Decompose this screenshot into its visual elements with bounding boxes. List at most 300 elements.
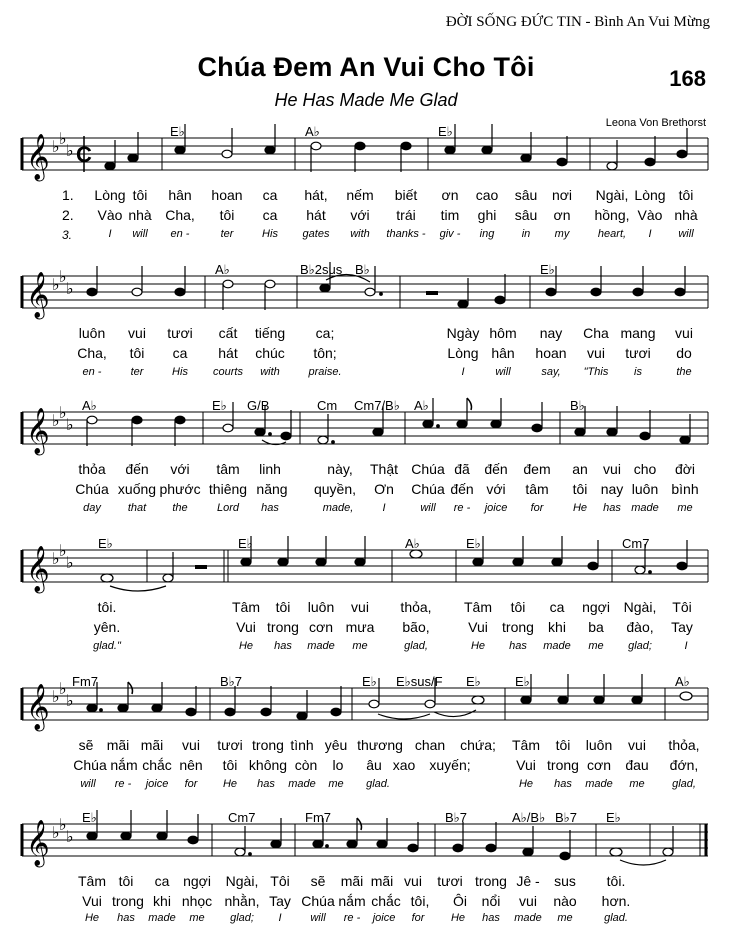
lyric-line-english	[0, 778, 732, 796]
half-rest-icon	[195, 565, 207, 569]
svg-text:♭: ♭	[52, 139, 60, 156]
syllable: Chúa	[301, 893, 335, 909]
syllable: ca	[549, 599, 565, 615]
syllable: đem	[523, 461, 551, 477]
syllable: tươi	[625, 345, 651, 361]
syllable: tôi	[275, 599, 291, 615]
syllable: will	[495, 366, 511, 378]
syllable: Lord	[216, 502, 240, 514]
svg-text:♭: ♭	[59, 543, 67, 560]
syllable: với	[350, 207, 370, 223]
syllable: với	[170, 461, 190, 477]
syllable: Ngài,	[623, 599, 657, 615]
syllable: mưa	[345, 619, 375, 635]
syllable: không	[248, 757, 288, 773]
svg-text:♭: ♭	[66, 143, 74, 160]
chord: E♭	[540, 262, 555, 277]
chord: A♭	[82, 398, 97, 413]
syllable: hát	[218, 345, 238, 361]
chord: A♭	[414, 398, 429, 413]
syllable: I	[648, 228, 652, 240]
syllable: gates	[302, 228, 330, 240]
syllable: He	[518, 778, 534, 790]
syllable: hoan	[535, 345, 567, 361]
syllable: đến	[125, 461, 149, 477]
svg-text:♭: ♭	[52, 277, 60, 294]
lyric-line-verse1	[0, 325, 732, 343]
syllable: tôi	[555, 737, 571, 753]
syllable: me	[189, 912, 205, 924]
treble-clef-icon: 𝄞	[26, 546, 50, 592]
syllable: sus	[554, 873, 576, 889]
song-subtitle: He Has Made Me Glad	[274, 90, 458, 110]
syllable: joice	[145, 778, 169, 790]
syllable: made	[585, 778, 613, 790]
syllable: Lòng	[447, 345, 479, 361]
syllable: has	[509, 640, 527, 652]
syllable: vui	[128, 325, 146, 341]
syllable: tôi	[132, 187, 148, 203]
svg-text:♭: ♭	[66, 281, 74, 298]
syllable: He	[470, 640, 486, 652]
syllable: do	[676, 345, 692, 361]
syllable: ngợi	[582, 599, 610, 615]
syllable: Tay	[671, 619, 693, 635]
syllable: glad;	[230, 912, 254, 924]
lyric-line-verse2	[0, 481, 732, 499]
music-system-4	[0, 534, 732, 654]
syllable: ca;	[315, 325, 335, 341]
syllable: tôi	[129, 345, 145, 361]
chord: G/B	[247, 398, 270, 413]
treble-clef-icon: 𝄞	[26, 408, 50, 454]
svg-text:♭: ♭	[52, 413, 60, 430]
syllable: tiếng	[254, 325, 286, 341]
verse-number: 1.	[62, 187, 74, 203]
syllable: Vui	[468, 619, 488, 635]
syllable: made	[148, 912, 176, 924]
lyric-line-verse1	[0, 187, 732, 205]
syllable: thiêng	[208, 481, 248, 497]
syllable: en -	[170, 228, 190, 240]
syllable: has	[603, 502, 621, 514]
syllable: Chúa	[411, 481, 445, 497]
chord: E♭	[466, 536, 481, 551]
syllable: glad,	[404, 640, 428, 652]
syllable: glad.	[366, 778, 390, 790]
chord: E♭	[98, 536, 113, 551]
syllable: nhà	[674, 207, 698, 223]
syllable: tươi	[437, 873, 463, 889]
syllable: đau	[625, 757, 649, 773]
chord: A♭	[215, 262, 230, 277]
syllable: Chúa	[73, 757, 107, 773]
syllable: ba	[588, 619, 604, 635]
syllable: is	[634, 366, 642, 378]
treble-clef-icon: 𝄞	[26, 134, 50, 180]
syllable: đến	[484, 461, 508, 477]
syllable: re -	[343, 912, 361, 924]
chord: E♭	[82, 810, 97, 825]
syllable: Vào	[637, 207, 663, 223]
composer: Leona Von Brethorst	[605, 117, 706, 129]
syllable: cho	[633, 461, 657, 477]
syllable: made	[288, 778, 316, 790]
syllable: me	[677, 502, 693, 514]
syllable: sâu	[514, 207, 538, 223]
syllable: Ngài,	[595, 187, 629, 203]
syllable: trong	[502, 619, 534, 635]
svg-text:♭: ♭	[59, 681, 67, 698]
syllable: chứa;	[460, 737, 496, 753]
syllable: made	[631, 502, 659, 514]
music-system-5	[0, 672, 732, 792]
syllable: I	[108, 228, 112, 240]
syllable: trong	[547, 757, 579, 773]
treble-clef-icon: 𝄞	[26, 820, 50, 866]
syllable: ing	[479, 228, 495, 240]
syllable: tâm	[525, 481, 549, 497]
syllable: tim	[440, 207, 460, 223]
syllable: ca	[262, 207, 278, 223]
syllable: in	[521, 228, 531, 240]
syllable: Ơn	[374, 481, 394, 497]
syllable: I	[461, 366, 465, 378]
chord: Cm7	[228, 810, 256, 825]
syllable: Vui	[516, 757, 536, 773]
chord: A♭	[405, 536, 420, 551]
syllable: tôi	[678, 187, 694, 203]
music-system-3	[0, 396, 732, 516]
chord: Cm7/B♭	[354, 398, 400, 413]
svg-text:♭: ♭	[66, 555, 74, 572]
syllable: Jê -	[516, 873, 540, 889]
syllable: vui	[351, 599, 369, 615]
syllable: Chúa	[75, 481, 109, 497]
lyric-line-english	[0, 366, 732, 384]
syllable: I	[684, 640, 688, 652]
syllable: xao	[392, 757, 416, 773]
syllable: linh	[259, 461, 281, 477]
syllable: hát	[306, 207, 326, 223]
syllable: Ôi	[453, 893, 467, 909]
verse-number: 2.	[62, 207, 74, 223]
syllable: Thật	[369, 461, 399, 477]
syllable: sâu	[514, 187, 538, 203]
syllable: Cha	[583, 325, 609, 341]
syllable: chan	[414, 737, 446, 753]
treble-clef-icon: 𝄞	[26, 684, 50, 730]
syllable: He	[238, 640, 254, 652]
syllable: ơn	[441, 187, 459, 203]
syllable: Tâm	[464, 599, 492, 615]
syllable: for	[411, 912, 425, 924]
syllable: vui	[603, 461, 621, 477]
chord: E♭	[212, 398, 227, 413]
syllable: đời	[674, 461, 696, 477]
music-system-6	[0, 808, 732, 928]
svg-text:♭: ♭	[66, 693, 74, 710]
syllable: vui	[404, 873, 422, 889]
lyric-line-english	[0, 912, 732, 930]
syllable: glad;	[628, 640, 652, 652]
syllable: Ngài,	[225, 873, 259, 889]
syllable: for	[530, 502, 544, 514]
lyric-line-verse2	[0, 757, 732, 775]
chord: E♭	[466, 674, 481, 689]
syllable: nhọc	[181, 893, 213, 909]
syllable: glad,	[672, 778, 696, 790]
chord: Fm7	[72, 674, 98, 689]
syllable: trong	[112, 893, 144, 909]
syllable: đến	[450, 481, 474, 497]
syllable: mãi	[140, 737, 164, 753]
lyric-line-verse1	[0, 599, 732, 617]
syllable: Lòng	[634, 187, 666, 203]
syllable: tươi	[167, 325, 193, 341]
syllable: nổi	[481, 893, 501, 909]
syllable: an	[572, 461, 588, 477]
syllable: trong	[475, 873, 507, 889]
syllable: vui	[675, 325, 693, 341]
syllable: hồng,	[594, 207, 630, 223]
syllable: nếm	[346, 187, 374, 203]
syllable: hân	[491, 345, 515, 361]
syllable: chúc	[255, 345, 285, 361]
syllable: yêu	[324, 737, 348, 753]
syllable: will	[80, 778, 96, 790]
syllable: will	[310, 912, 326, 924]
svg-text:♭: ♭	[66, 417, 74, 434]
syllable: He	[572, 502, 588, 514]
syllable: luôn	[631, 481, 659, 497]
syllable: thỏa,	[400, 599, 432, 615]
chord: E♭	[515, 674, 530, 689]
syllable: He	[222, 778, 238, 790]
syllable: ter	[130, 366, 144, 378]
syllable: khi	[153, 893, 171, 909]
syllable: vui	[628, 737, 646, 753]
chord: Fm7	[305, 810, 331, 825]
syllable: He	[450, 912, 466, 924]
syllable: cơn	[587, 757, 611, 773]
syllable: Cha,	[165, 207, 195, 223]
syllable: that	[127, 502, 147, 514]
syllable: đớn,	[669, 757, 699, 773]
syllable: I	[278, 912, 282, 924]
syllable: vui	[182, 737, 200, 753]
syllable: tình	[290, 737, 314, 753]
syllable: phước	[159, 481, 201, 497]
syllable: Tâm	[512, 737, 540, 753]
lyric-line-verse2	[0, 345, 732, 363]
syllable: Vui	[82, 893, 102, 909]
syllable: trong	[267, 619, 299, 635]
lyric-line-english	[0, 640, 732, 658]
chord: Cm7	[622, 536, 650, 551]
syllable: my	[554, 228, 570, 240]
syllable: me	[588, 640, 604, 652]
syllable: xuyến;	[429, 757, 471, 773]
syllable: ngợi	[183, 873, 211, 889]
music-system-2	[0, 260, 732, 380]
syllable: cất	[218, 325, 238, 341]
syllable: nhằn,	[224, 893, 260, 909]
syllable: me	[328, 778, 344, 790]
syllable: nay	[600, 481, 624, 497]
syllable: praise.	[308, 366, 342, 378]
syllable: trái	[396, 207, 416, 223]
syllable: Vui	[236, 619, 256, 635]
lyric-line-verse2	[0, 207, 732, 225]
syllable: đã	[454, 461, 470, 477]
syllable: thương	[357, 737, 403, 753]
syllable: hát,	[304, 187, 328, 203]
syllable: has	[274, 640, 292, 652]
syllable: đào,	[626, 619, 654, 635]
syllable: còn	[294, 757, 318, 773]
syllable: mang	[620, 325, 656, 341]
syllable: me	[352, 640, 368, 652]
syllable: tôi	[219, 207, 235, 223]
syllable: nhà	[128, 207, 152, 223]
syllable: yên.	[93, 619, 121, 635]
syllable: His	[172, 366, 188, 378]
chord: A♭	[675, 674, 690, 689]
syllable: has	[554, 778, 572, 790]
syllable: Vào	[97, 207, 123, 223]
syllable: Lòng	[94, 187, 126, 203]
syllable: ghi	[477, 207, 497, 223]
syllable: âu	[366, 757, 382, 773]
syllable: khi	[548, 619, 566, 635]
svg-text:♭: ♭	[66, 829, 74, 846]
syllable: the	[676, 366, 692, 378]
syllable: chắc	[371, 893, 401, 909]
syllable: tâm	[216, 461, 240, 477]
syllable: glad.	[604, 912, 628, 924]
syllable: luôn	[78, 325, 106, 341]
syllable: Chúa	[411, 461, 445, 477]
syllable: thỏa,	[668, 737, 700, 753]
syllable: has	[257, 778, 275, 790]
treble-clef-icon: 𝄞	[26, 272, 50, 318]
syllable: bão,	[402, 619, 430, 635]
syllable: I	[382, 502, 386, 514]
syllable: hân	[168, 187, 192, 203]
syllable: ca	[154, 873, 170, 889]
half-rest-icon	[426, 291, 438, 295]
syllable: bình	[671, 481, 699, 497]
lyric-line-verse1	[0, 737, 732, 755]
syllable: say,	[541, 366, 561, 378]
syllable: with	[350, 228, 370, 240]
syllable: made,	[322, 502, 354, 514]
syllable: will	[678, 228, 694, 240]
syllable: Tâm	[78, 873, 106, 889]
syllable: ter	[220, 228, 234, 240]
syllable: năng	[256, 481, 288, 497]
syllable: tươi	[217, 737, 243, 753]
syllable: will	[420, 502, 436, 514]
syllable: nào	[553, 893, 577, 909]
syllable: hơn.	[601, 893, 631, 909]
syllable: ca	[172, 345, 188, 361]
chord: A♭	[305, 124, 320, 139]
syllable: His	[262, 228, 278, 240]
chord: B♭7	[220, 674, 243, 689]
syllable: tôi.	[97, 599, 117, 615]
svg-text:♭: ♭	[52, 825, 60, 842]
syllable: Tâm	[232, 599, 260, 615]
syllable: ơn	[553, 207, 571, 223]
lyric-line-english	[0, 228, 732, 246]
staff-6	[0, 808, 732, 868]
chord: B♭2sus	[300, 262, 343, 277]
music-system-1	[0, 122, 732, 242]
chord: E♭	[362, 674, 377, 689]
lyric-line-verse1	[0, 461, 732, 479]
svg-text:♭: ♭	[59, 131, 67, 148]
syllable: vui	[587, 345, 605, 361]
syllable: heart,	[597, 228, 627, 240]
syllable: Tôi	[672, 599, 692, 615]
svg-text:♭: ♭	[59, 817, 67, 834]
syllable: made	[307, 640, 335, 652]
chord: A♭/B♭	[512, 810, 546, 825]
syllable: He	[84, 912, 100, 924]
syllable: Cha,	[77, 345, 107, 361]
syllable: nay	[539, 325, 563, 341]
syllable: tôi	[572, 481, 588, 497]
syllable: ca	[262, 187, 278, 203]
svg-text:♭: ♭	[52, 689, 60, 706]
syllable: mãi	[106, 737, 130, 753]
syllable: with	[260, 366, 280, 378]
syllable: biết	[394, 187, 418, 203]
svg-text:♭: ♭	[59, 269, 67, 286]
syllable: vui	[519, 893, 537, 909]
syllable: chắc	[142, 757, 172, 773]
syllable: với	[486, 481, 506, 497]
syllable: sẽ	[310, 873, 326, 889]
syllable: Tôi	[270, 873, 290, 889]
chord: E♭	[238, 536, 253, 551]
chord: B♭7	[555, 810, 578, 825]
syllable: tôn;	[313, 345, 337, 361]
svg-text:♭: ♭	[52, 551, 60, 568]
syllable: the	[172, 502, 188, 514]
lyric-line-verse2	[0, 893, 732, 911]
song-title: Chúa Đem An Vui Cho Tôi	[197, 52, 535, 82]
syllable: re -	[453, 502, 471, 514]
syllable: thanks -	[386, 228, 426, 240]
syllable: hoan	[211, 187, 243, 203]
syllable: re -	[114, 778, 132, 790]
chord: E♭	[438, 124, 453, 139]
syllable: made	[543, 640, 571, 652]
syllable: mãi	[340, 873, 364, 889]
syllable: day	[83, 502, 101, 514]
syllable: has	[261, 502, 279, 514]
syllable: glad."	[93, 640, 121, 652]
book-header: ĐỜI SỐNG ĐỨC TIN - Bình An Vui Mừng	[445, 14, 710, 30]
syllable: tôi	[510, 599, 526, 615]
syllable: giv -	[439, 228, 461, 240]
syllable: nơi	[551, 187, 573, 203]
syllable: trong	[252, 737, 284, 753]
lyric-line-verse1	[0, 873, 732, 891]
